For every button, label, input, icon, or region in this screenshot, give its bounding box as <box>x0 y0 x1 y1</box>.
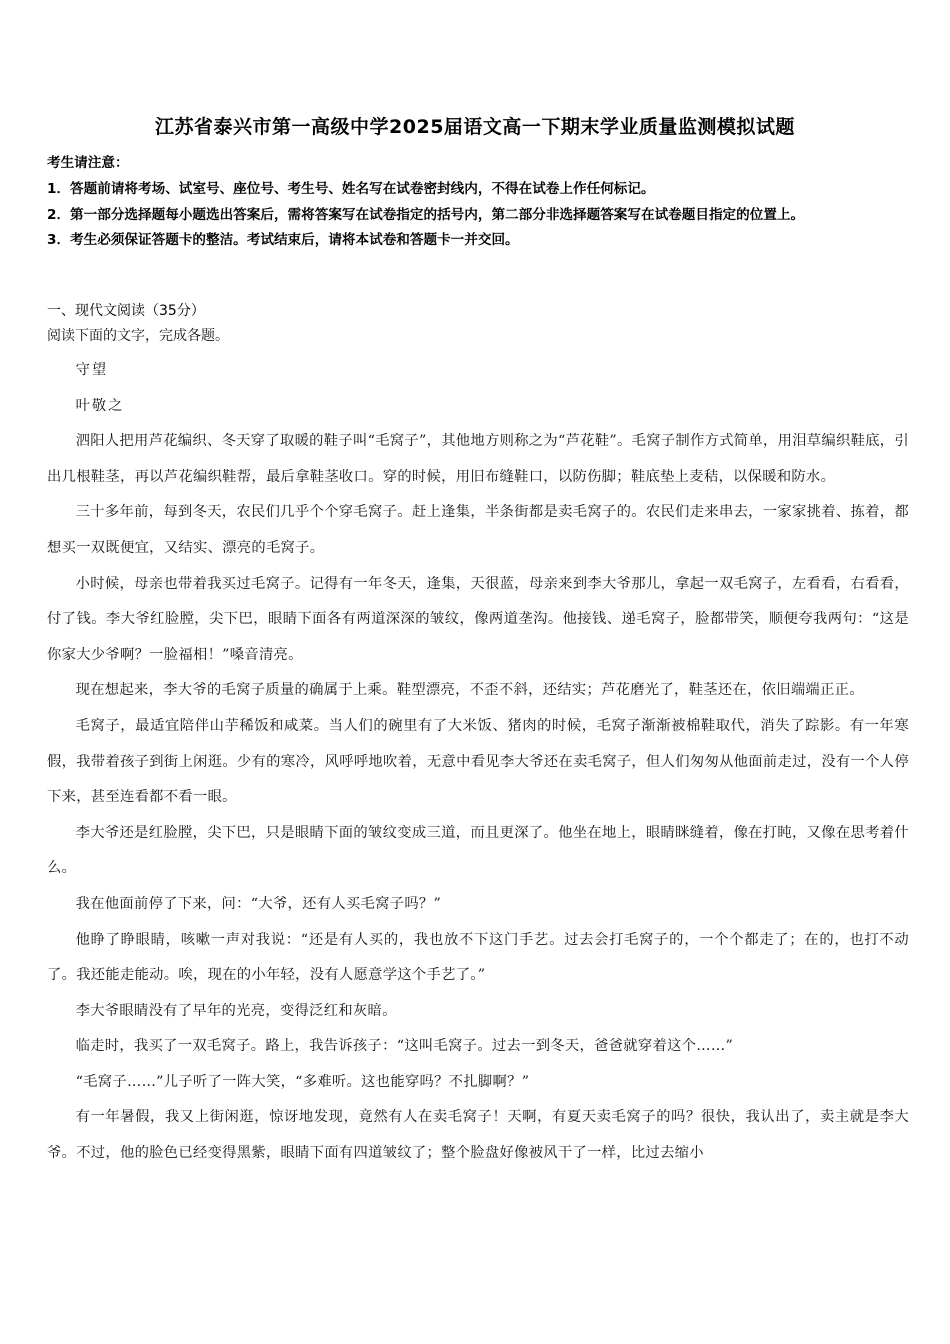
passage-paragraph: 有一年暑假，我又上街闲逛，惊讶地发现，竟然有人在卖毛窝子！天啊，有夏天卖毛窝子的吗？很快，我认出了，卖主就是李大爷。不过，他的脸色已经变得黑紫，眼睛下面有四道皱纹了；整个脸盘好像被风干了一样，比过去缩小 <box>47 1109 909 1162</box>
passage-paragraph: 李大爷眼睛没有了早年的光亮，变得泛红和灰暗。 <box>75 1002 397 1019</box>
passage-paragraph: 我在他面前停了下来，问：“大爷，还有人买毛窝子吗？” <box>75 895 442 912</box>
passage-paragraph: 李大爷还是红脸膛，尖下巴，只是眼睛下面的皱纹变成三道，而且更深了。他坐在地上，眼睛眯缝着，像在打盹，又像在思考着什么。 <box>47 824 909 877</box>
notice-item: 2．第一部分选择题每小题选出答案后，需将答案写在试卷指定的括号内，第二部分非选择题答案写在试卷题目指定的位置上。 <box>47 206 805 223</box>
passage-paragraph: 泗阳人把用芦花编织、冬天穿了取暖的鞋子叫“毛窝子”，其他地方则称之为“芦花鞋”。毛窝子制作方式简单，用泪草编织鞋底，引出几根鞋茎，再以芦花编织鞋帮，最后拿鞋茎收口。穿的时候，用旧布缝鞋口，以防伤脚；鞋底垫上麦秸，以保暖和防水。 <box>47 433 909 485</box>
section-instruction: 阅读下面的文字，完成各题。 <box>47 328 229 344</box>
exam-title: 江苏省泰兴市第一高级中学2025届语文高一下期末学业质量监测模拟试题 <box>155 116 795 138</box>
reading-passage <box>47 353 909 1172</box>
notice-item: 1．答题前请将考场、试室号、座位号、考生号、姓名写在试卷密封线内，不得在试卷上作任何标记。 <box>47 180 655 197</box>
passage-paragraph: 三十多年前，每到冬天，农民们几乎个个穿毛窝子。赶上逢集，半条街都是卖毛窝子的。农民们走来串去，一家家挑着、拣着，都想买一双既便宜，又结实、漂亮的毛窝子。 <box>47 504 909 556</box>
passage-title: 守望 <box>75 362 109 378</box>
passage-author: 叶敬之 <box>75 397 125 414</box>
passage-paragraph: 临走时，我买了一双毛窝子。路上，我告诉孩子：“这叫毛窝子。过去一到冬天，爸爸就穿着这个……” <box>75 1038 734 1055</box>
passage-paragraph: 小时候，母亲也带着我买过毛窝子。记得有一年冬天，逢集，天很蓝，母亲来到李大爷那儿，拿起一双毛窝子，左看看，右看看，付了钱。李大爷红脸膛，尖下巴，眼睛下面各有两道深深的皱纹，像两道垄沟。他接钱、递毛窝子，脸都带笑，顺便夸我两句：“这是你家大少爷啊？一脸福相！”嗓音清亮。 <box>47 575 909 663</box>
passage-paragraph: 他睁了睁眼睛，咳嗽一声对我说：“还是有人买的，我也放不下这门手艺。过去会打毛窝子的，一个个都走了；在的，也打不动了。我还能走能动。唉，现在的小年轻，没有人愿意学这个手艺了。” <box>47 931 909 984</box>
passage-paragraph: 现在想起来，李大爷的毛窝子质量的确属于上乘。鞋型漂亮，不歪不斜，还结实；芦花磨光了，鞋茎还在，依旧端端正正。 <box>75 682 864 699</box>
section-heading: 一、现代文阅读（35分） <box>47 303 205 319</box>
passage-paragraph: 毛窝子，最适宜陪伴山芋稀饭和咸菜。当人们的碗里有了大米饭、猪肉的时候，毛窝子渐渐被棉鞋取代，消失了踪影。有一年寒假，我带着孩子到街上闲逛。少有的寒冷，风呼呼地吹着，无意中看见李大爷还在卖毛窝子，但人们匆匆从他面前走过，没有一个人停下来，甚至连看都不看一眼。 <box>47 717 909 806</box>
notice-item: 3．考生必须保证答题卡的整洁。考试结束后，请将本试卷和答题卡一并交回。 <box>47 232 519 249</box>
candidate-notice <box>47 151 907 254</box>
passage-paragraph: “毛窝子……”儿子听了一阵大笑，“多难听。这也能穿吗？不扎脚啊？” <box>75 1073 530 1090</box>
notice-heading: 考生请注意： <box>47 155 129 171</box>
